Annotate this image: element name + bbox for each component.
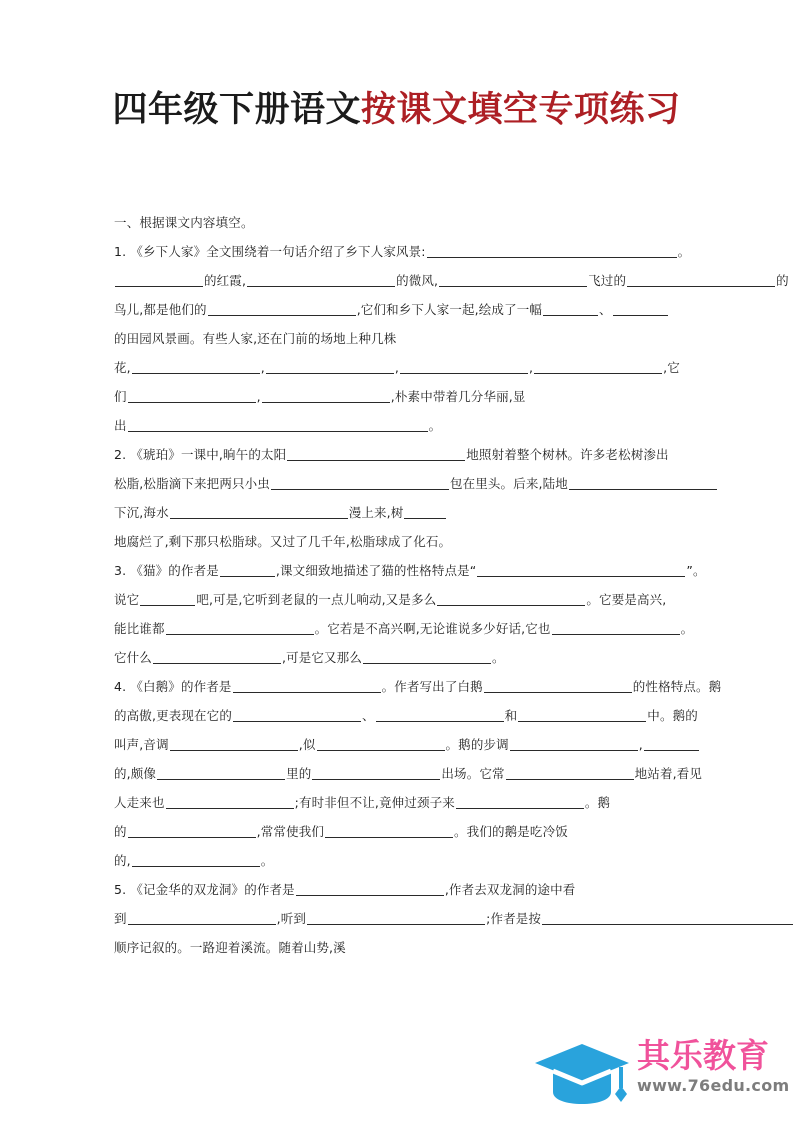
- site-logo: [525, 1032, 790, 1114]
- fill-in-blank[interactable]: [128, 388, 256, 403]
- fill-in-blank[interactable]: [427, 243, 677, 258]
- question-line: [114, 353, 680, 382]
- question-text: 的红霞,: [204, 273, 247, 288]
- question-text: 地腐烂了,剩下那只松脂球。又过了几千年,松脂球成了化石。: [114, 534, 452, 549]
- question-text: 、: [599, 302, 612, 317]
- fill-in-blank[interactable]: [437, 591, 585, 606]
- question-line: [114, 672, 722, 701]
- question-text: 。我们的鹅是吃冷饭: [454, 824, 568, 839]
- fill-in-blank[interactable]: [439, 272, 587, 287]
- question-text: ,常常使我们: [256, 824, 325, 839]
- question-text: 。: [428, 418, 442, 433]
- fill-in-blank[interactable]: [271, 475, 449, 490]
- fill-in-blank[interactable]: [510, 736, 638, 751]
- fill-in-blank[interactable]: [132, 359, 260, 374]
- fill-in-blank[interactable]: [140, 591, 195, 606]
- questions-list: [114, 237, 789, 962]
- fill-in-blank[interactable]: [128, 417, 428, 432]
- question-line: [114, 585, 680, 614]
- question-text: 5. 《记金华的双龙洞》的作者是: [114, 882, 295, 897]
- question-text: ,可是它又那么: [281, 650, 362, 665]
- question-text: 漫上来,树: [348, 505, 404, 520]
- question-text: 地站着,看见: [634, 766, 703, 781]
- fill-in-blank[interactable]: [287, 446, 465, 461]
- fill-in-blank[interactable]: [534, 359, 662, 374]
- fill-in-blank[interactable]: [312, 765, 440, 780]
- question-text: ,似: [298, 737, 316, 752]
- fill-in-blank[interactable]: [166, 620, 314, 635]
- question-text: 的: [114, 824, 127, 839]
- fill-in-blank[interactable]: [404, 504, 446, 519]
- fill-in-blank[interactable]: [247, 272, 395, 287]
- fill-in-blank[interactable]: [456, 794, 584, 809]
- question-text: 。它若是不高兴啊,无论谁说多少好话,它也: [314, 621, 551, 636]
- question-line: [114, 846, 680, 875]
- page-title-subject: 四年级下册语文: [112, 90, 361, 131]
- question-text: 能比谁都: [114, 621, 165, 636]
- question-line: [114, 730, 680, 759]
- question-text: 的,颇像: [114, 766, 157, 781]
- fill-in-blank[interactable]: [477, 562, 685, 577]
- question-text: ,: [394, 360, 400, 375]
- fill-in-blank[interactable]: [132, 852, 260, 867]
- fill-in-blank[interactable]: [317, 736, 445, 751]
- question-text: 叫声,音调: [114, 737, 169, 752]
- question-line: [114, 237, 691, 266]
- question-line: [114, 904, 680, 933]
- question-text: 说它: [114, 592, 140, 607]
- fill-in-blank[interactable]: [543, 301, 598, 316]
- question-text: 。: [260, 853, 274, 868]
- fill-in-blank[interactable]: [307, 910, 485, 925]
- question-text: 。鹅: [584, 795, 611, 810]
- fill-in-blank[interactable]: [506, 765, 634, 780]
- fill-in-blank[interactable]: [325, 823, 453, 838]
- question-text: 花,: [114, 360, 131, 375]
- question-text: 。作者写出了白鹅: [381, 679, 483, 694]
- question-line: [114, 295, 680, 324]
- question-block: [114, 440, 680, 556]
- question-text: 吧,可是,它听到老鼠的一点儿响动,又是多么: [196, 592, 437, 607]
- question-text: 松脂,松脂滴下来把两只小虫: [114, 476, 270, 491]
- question-text: ,作者去双龙洞的途中看: [444, 882, 576, 897]
- question-text: ,朴素中带着几分华丽,显: [390, 389, 526, 404]
- fill-in-blank[interactable]: [644, 736, 699, 751]
- question-text: 的: [776, 273, 789, 288]
- question-line: [114, 875, 680, 904]
- question-line: [114, 266, 789, 295]
- question-text: 地照射着整个树林。许多老松树渗出: [466, 447, 669, 462]
- question-line: [114, 759, 703, 788]
- question-text: ,: [260, 360, 265, 375]
- fill-in-blank[interactable]: [153, 649, 281, 664]
- question-text: ”。: [686, 563, 706, 578]
- fill-in-blank[interactable]: [128, 910, 276, 925]
- question-text: 到: [114, 911, 127, 926]
- question-text: 3. 《猫》的作者是: [114, 563, 219, 578]
- question-line: [114, 411, 680, 440]
- question-line: [114, 469, 680, 498]
- question-line: [114, 382, 680, 411]
- fill-in-blank[interactable]: [542, 910, 793, 925]
- fill-in-blank[interactable]: [296, 881, 444, 896]
- fill-in-blank[interactable]: [569, 475, 717, 490]
- question-block: [114, 556, 706, 672]
- question-text: 里的: [286, 766, 312, 781]
- question-line: [114, 701, 698, 730]
- question-text: 。: [491, 650, 505, 665]
- logo-brand-name: 其乐教育: [637, 1036, 769, 1075]
- question-line: [114, 556, 706, 585]
- question-text: ,它们和乡下人家一起,绘成了一幅: [356, 302, 543, 317]
- fill-in-blank[interactable]: [518, 707, 646, 722]
- question-line: [114, 933, 680, 962]
- question-line: [114, 324, 680, 353]
- fill-in-blank[interactable]: [613, 301, 668, 316]
- fill-in-blank[interactable]: [552, 620, 680, 635]
- question-line: [114, 643, 680, 672]
- question-text: 顺序记叙的。一路迎着溪流。随着山势,溪: [114, 940, 346, 955]
- question-text: ,它: [663, 360, 680, 375]
- question-text: 飞过的: [588, 273, 627, 288]
- fill-in-blank[interactable]: [208, 301, 356, 316]
- question-text: 包在里头。后来,陆地: [449, 476, 568, 491]
- question-text: 下沉,海水: [114, 505, 169, 520]
- question-text: 中。鹅的: [647, 708, 698, 723]
- question-text: 。: [680, 621, 694, 636]
- fill-in-blank[interactable]: [157, 765, 285, 780]
- fill-in-blank[interactable]: [170, 504, 348, 519]
- question-text: 。它要是高兴,: [586, 592, 667, 607]
- question-line: [114, 527, 680, 556]
- question-line: [114, 440, 680, 469]
- fill-in-blank[interactable]: [627, 272, 775, 287]
- fill-in-blank[interactable]: [170, 736, 298, 751]
- fill-in-blank[interactable]: [266, 359, 394, 374]
- question-text: 的性格特点。鹅: [632, 679, 722, 694]
- question-text: ,: [529, 360, 534, 375]
- question-text: 和: [504, 708, 518, 723]
- question-text: 。: [677, 244, 691, 259]
- question-text: 们: [114, 389, 127, 404]
- fill-in-blank[interactable]: [233, 678, 381, 693]
- worksheet-body: [114, 208, 789, 962]
- question-text: 1. 《乡下人家》全文围绕着一句话介绍了乡下人家风景:: [114, 244, 426, 259]
- fill-in-blank[interactable]: [400, 359, 528, 374]
- fill-in-blank[interactable]: [166, 794, 294, 809]
- page-title: [0, 89, 793, 131]
- question-text: ,课文细致地描述了猫的性格特点是“: [275, 563, 477, 578]
- question-text: 鸟儿,都是他们的: [114, 302, 207, 317]
- fill-in-blank[interactable]: [220, 562, 275, 577]
- question-text: 4. 《白鹅》的作者是: [114, 679, 232, 694]
- question-block: [114, 672, 722, 875]
- logo-url: www.76edu.com: [637, 1076, 790, 1095]
- question-line: [114, 788, 680, 817]
- question-text: ,: [256, 389, 261, 404]
- question-text: 人走来也: [114, 795, 165, 810]
- question-text: 的田园风景画。有些人家,还在门前的场地上种几株: [114, 331, 397, 346]
- logo-text: [637, 1036, 790, 1096]
- section-heading: 一、根据课文内容填空。: [114, 215, 254, 230]
- question-text: 它什么: [114, 650, 152, 665]
- question-text: ;有时非但不让,竟伸过颈子来: [294, 795, 455, 810]
- question-block: [114, 237, 789, 440]
- question-text: ,: [638, 737, 643, 752]
- question-text: 出: [114, 418, 127, 433]
- question-text: ,听到: [276, 911, 307, 926]
- question-line: [114, 817, 680, 846]
- question-block: [114, 875, 680, 962]
- question-text: 的高傲,更表现在它的: [114, 708, 232, 723]
- question-text: 的,: [114, 853, 131, 868]
- question-text: 、: [361, 708, 375, 723]
- question-text: 。鹅的步调: [445, 737, 509, 752]
- fill-in-blank[interactable]: [262, 388, 390, 403]
- graduation-cap-icon: [533, 1040, 631, 1106]
- fill-in-blank[interactable]: [376, 707, 504, 722]
- question-text: 出场。它常: [441, 766, 505, 781]
- fill-in-blank[interactable]: [233, 707, 361, 722]
- question-line: [114, 498, 680, 527]
- fill-in-blank[interactable]: [363, 649, 491, 664]
- question-line: [114, 614, 694, 643]
- fill-in-blank[interactable]: [115, 272, 203, 287]
- question-text: 的微风,: [396, 273, 439, 288]
- question-text: ;作者是按: [486, 911, 542, 926]
- page-title-topic: 按课文填空专项练习: [361, 90, 681, 131]
- question-text: 2. 《琥珀》一课中,晌午的太阳: [114, 447, 287, 462]
- fill-in-blank[interactable]: [484, 678, 632, 693]
- fill-in-blank[interactable]: [128, 823, 256, 838]
